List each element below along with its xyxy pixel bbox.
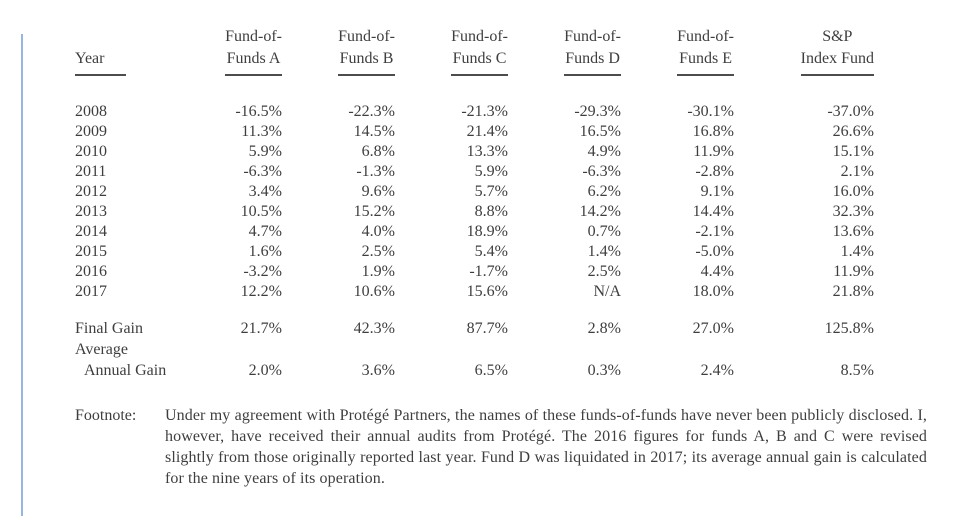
value-cell: -37.0% <box>827 103 874 120</box>
value-cell: 16.5% <box>579 123 621 140</box>
value-cell: -30.1% <box>687 103 734 120</box>
value-cell: 15.6% <box>466 283 508 300</box>
value-cell: 18.0% <box>692 283 734 300</box>
table-row <box>75 242 874 262</box>
value-cell: 13.3% <box>466 143 508 160</box>
value-cell: -1.3% <box>356 163 395 180</box>
value-cell: 87.7% <box>466 320 508 337</box>
header-row <box>75 26 874 76</box>
value-cell: 26.6% <box>832 123 874 140</box>
value-cell: 5.9% <box>248 143 282 160</box>
header-line2: Funds B <box>339 50 394 67</box>
value-cell: 6.2% <box>587 183 621 200</box>
spacer-row <box>75 76 874 102</box>
final-gain-row <box>75 318 874 339</box>
value-cell: -21.3% <box>461 103 508 120</box>
value-cell: 1.9% <box>361 263 395 280</box>
fund-performance-table <box>75 26 874 381</box>
value-cell: 3.4% <box>248 183 282 200</box>
value-cell: 13.6% <box>832 223 874 240</box>
value-cell: 8.8% <box>474 203 508 220</box>
value-cell: 42.3% <box>353 320 395 337</box>
value-cell: 2.0% <box>248 362 282 379</box>
value-cell: 1.4% <box>587 243 621 260</box>
value-cell: 11.9% <box>833 263 874 280</box>
summary-label: Average <box>75 341 128 358</box>
value-cell: 5.4% <box>474 243 508 260</box>
value-cell: 16.0% <box>832 183 874 200</box>
value-cell: 1.6% <box>248 243 282 260</box>
table-row <box>75 282 874 302</box>
value-cell: -16.5% <box>235 103 282 120</box>
value-cell: 27.0% <box>692 320 734 337</box>
value-cell: 6.8% <box>361 143 395 160</box>
value-cell: 0.3% <box>587 362 621 379</box>
header-line1: Fund-of- <box>451 28 508 45</box>
value-cell: 16.8% <box>692 123 734 140</box>
value-cell: 2.1% <box>840 163 874 180</box>
value-cell: 0.7% <box>587 223 621 240</box>
value-cell: 5.7% <box>474 183 508 200</box>
value-cell: 8.5% <box>840 362 874 379</box>
year-cell: 2008 <box>75 103 107 120</box>
value-cell: 6.5% <box>474 362 508 379</box>
table-row <box>75 142 874 162</box>
value-cell: 32.3% <box>832 203 874 220</box>
average-label-row <box>75 339 874 360</box>
value-cell: 21.4% <box>466 123 508 140</box>
fund-c-column-header <box>395 26 508 76</box>
summary-label: Final Gain <box>75 320 143 337</box>
value-cell: 2.4% <box>700 362 734 379</box>
table-row <box>75 182 874 202</box>
header-line1: Fund-of- <box>564 28 621 45</box>
value-cell: 4.9% <box>587 143 621 160</box>
year-cell: 2016 <box>75 263 107 280</box>
value-cell: 1.4% <box>840 243 874 260</box>
fund-b-column-header <box>282 26 395 76</box>
header-line2: Funds E <box>679 50 732 67</box>
value-cell: 21.8% <box>832 283 874 300</box>
value-cell: -5.0% <box>695 243 734 260</box>
value-cell: -2.8% <box>695 163 734 180</box>
value-cell: 9.1% <box>700 183 734 200</box>
summary-label: Annual Gain <box>84 362 167 379</box>
value-cell: 11.3% <box>241 123 282 140</box>
header-line1: Fund-of- <box>677 28 734 45</box>
value-cell: 9.6% <box>361 183 395 200</box>
table-row <box>75 162 874 182</box>
value-cell: 10.5% <box>240 203 282 220</box>
footnote-text: Under my agreement with Protégé Partners, the names of these funds-of-funds have never been publicly disclosed. I, however, have received their annual audits from Protégé. The 2016 figures for funds A, B and C were revised slightly from those originally reported last year. Fund D was liquidated in 2017; its average annual gain is calculated for the nine years of its operation. <box>165 407 927 487</box>
value-cell: 4.7% <box>248 223 282 240</box>
year-cell: 2013 <box>75 203 107 220</box>
table-row <box>75 102 874 122</box>
value-cell: -3.2% <box>243 263 282 280</box>
year-cell: 2012 <box>75 183 107 200</box>
table-row <box>75 262 874 282</box>
value-cell: 125.8% <box>824 320 874 337</box>
header-line2: Index Fund <box>800 50 874 67</box>
spacer-row <box>75 302 874 318</box>
left-accent-line <box>21 34 23 516</box>
header-line1: Fund-of- <box>225 28 282 45</box>
year-column-header: Year <box>75 26 185 76</box>
header-line2: Funds A <box>226 50 281 67</box>
header-line1: Fund-of- <box>338 28 395 45</box>
value-cell: -1.7% <box>469 263 508 280</box>
sp-index-column-header <box>734 26 874 76</box>
value-cell: 10.6% <box>353 283 395 300</box>
year-cell: 2009 <box>75 123 107 140</box>
value-cell: N/A <box>593 283 621 300</box>
value-cell: -6.3% <box>243 163 282 180</box>
value-cell: 14.4% <box>692 203 734 220</box>
year-cell: 2015 <box>75 243 107 260</box>
value-cell: 3.6% <box>361 362 395 379</box>
value-cell: 2.5% <box>361 243 395 260</box>
fund-e-column-header <box>621 26 734 76</box>
header-line2: Funds C <box>452 50 507 67</box>
value-cell: 4.0% <box>361 223 395 240</box>
year-cell: 2014 <box>75 223 107 240</box>
year-cell: 2017 <box>75 283 107 300</box>
value-cell: 4.4% <box>700 263 734 280</box>
value-cell: 2.5% <box>587 263 621 280</box>
header-line1: S&P <box>822 28 853 45</box>
value-cell: -6.3% <box>582 163 621 180</box>
table-row <box>75 122 874 142</box>
average-annual-gain-row <box>75 360 874 381</box>
value-cell: 15.1% <box>832 143 874 160</box>
footnote <box>75 405 975 489</box>
value-cell: 11.9% <box>693 143 734 160</box>
value-cell: 15.2% <box>353 203 395 220</box>
year-cell: 2011 <box>75 163 107 180</box>
value-cell: -2.1% <box>695 223 734 240</box>
value-cell: 12.2% <box>240 283 282 300</box>
value-cell: 2.8% <box>587 320 621 337</box>
year-cell: 2010 <box>75 143 107 160</box>
value-cell: 14.5% <box>353 123 395 140</box>
value-cell: -29.3% <box>574 103 621 120</box>
header-line2: Funds D <box>565 50 620 67</box>
value-cell: 21.7% <box>240 320 282 337</box>
fund-a-column-header <box>185 26 282 76</box>
fund-d-column-header <box>508 26 621 76</box>
value-cell: 5.9% <box>474 163 508 180</box>
value-cell: 14.2% <box>579 203 621 220</box>
value-cell: -22.3% <box>348 103 395 120</box>
table-row <box>75 202 874 222</box>
value-cell: 18.9% <box>466 223 508 240</box>
footnote-label: Footnote: <box>75 407 137 424</box>
table-row <box>75 222 874 242</box>
